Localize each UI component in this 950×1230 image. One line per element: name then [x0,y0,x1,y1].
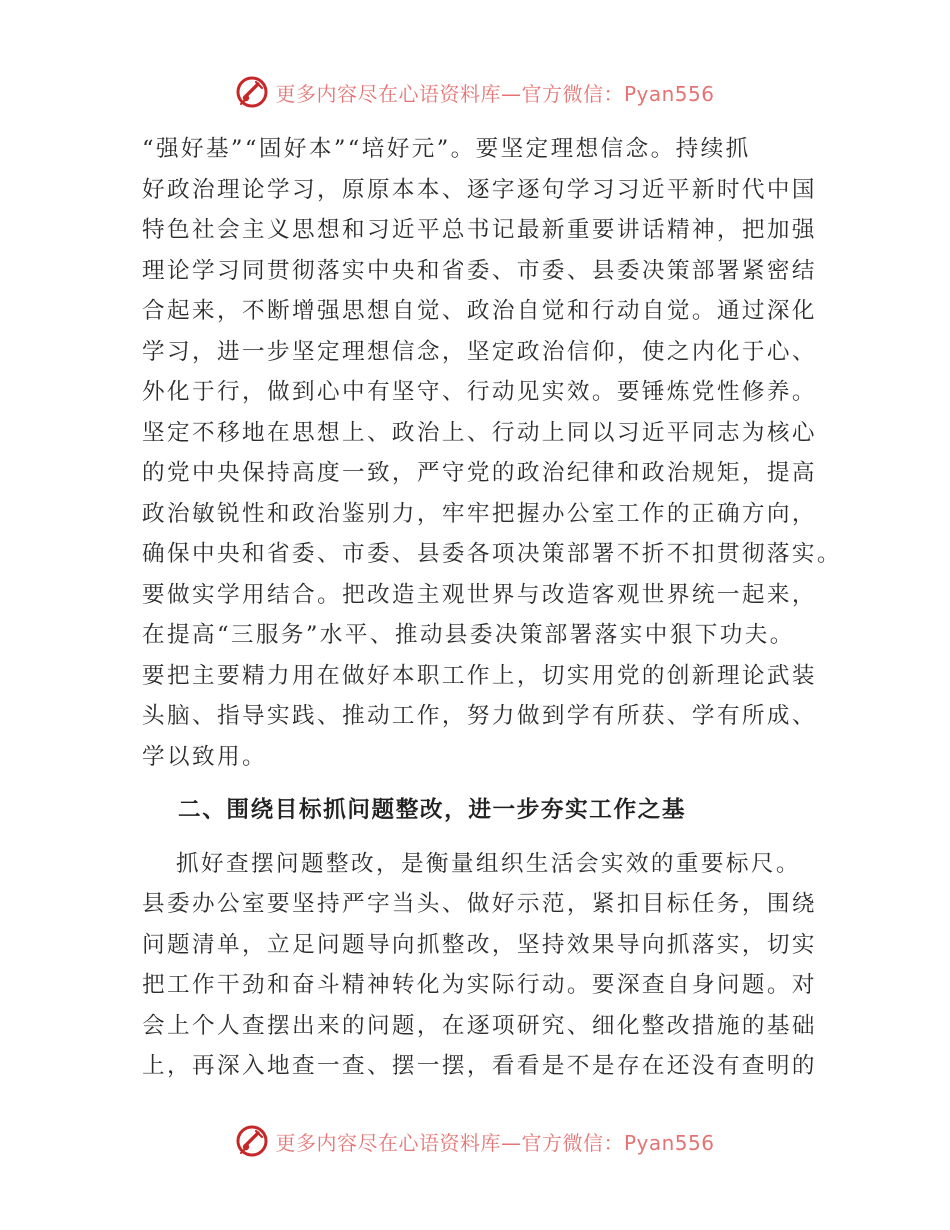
paragraph-line: 上，再深入地查一查、摆一摆，看看是不是存在还没有查明的 [142,1053,817,1079]
paragraph-line: 头脑、指导实践、推动工作，努力做到学有所获、学有所成、 [142,703,817,729]
seal-logo-icon [235,75,269,109]
header-watermark [0,72,950,112]
paragraph-line: 抓好查摆问题整改，是衡量组织生活会实效的重要标尺。 [176,850,801,877]
paragraph-line: 要把主要精力用在做好本职工作上，切实用党的创新理论武装 [142,662,817,689]
watermark-text: 更多内容尽在心语资料库—官方微信：Pyan556 [275,81,715,106]
paragraph-line: 坚定不移地在思想上、政治上、行动上同以习近平同志为核心 [142,419,817,446]
watermark-text: 更多内容尽在心语资料库—官方微信：Pyan556 [275,1130,715,1155]
paragraph-line: 理论学习同贯彻落实中央和省委、市委、县委决策部署紧密结 [142,257,817,284]
paragraph-line: 好政治理论学习，原原本本、逐字逐句学习习近平新时代中国 [142,176,817,203]
document-body [142,129,842,1087]
paragraph-line: 确保中央和省委、市委、县委各项决策部署不折不扣贯彻落实。 [142,541,842,567]
paragraph-line: 合起来，不断增强思想自觉、政治自觉和行动自觉。通过深化 [142,298,817,324]
paragraph-line: 问题清单，立足问题导向抓整改，坚持效果导向抓落实，切实 [142,931,817,958]
paragraph-line: 县委办公室要坚持严字当头、做好示范，紧扣目标任务，围绕 [142,891,817,917]
paragraph-line: “强好基”“固好本”“培好元”。要坚定理想信念。持续抓 [142,136,751,162]
section-heading: 二、围绕目标抓问题整改，进一步夯实工作之基 [178,797,687,823]
paragraph-line: 要做实学用结合。把改造主观世界与改造客观世界统一起来， [142,581,817,608]
paragraph-line: 学以致用。 [142,743,267,770]
paragraph-line: 外化于行，做到心中有坚守、行动见实效。要锤炼党性修养。 [142,379,817,405]
paragraph-line: 特色社会主义思想和习近平总书记最新重要讲话精神，把加强 [142,217,817,243]
paragraph-line: 的党中央保持高度一致，严守党的政治纪律和政治规矩，提高 [142,460,817,486]
paragraph-line: 把工作干劲和奋斗精神转化为实际行动。要深查自身问题。对 [142,972,817,998]
footer-watermark [0,1121,950,1161]
paragraph-line: 学习，进一步坚定理想信念，坚定政治信仰，使之内化于心、 [142,338,817,365]
seal-logo-icon [235,1124,269,1158]
paragraph-line: 在提高“三服务”水平、推动县委决策部署落实中狠下功夫。 [142,622,795,648]
paragraph-line: 政治敏锐性和政治鉴别力，牢牢把握办公室工作的正确方向， [142,500,817,527]
paragraph-line: 会上个人查摆出来的问题，在逐项研究、细化整改措施的基础 [142,1012,817,1039]
